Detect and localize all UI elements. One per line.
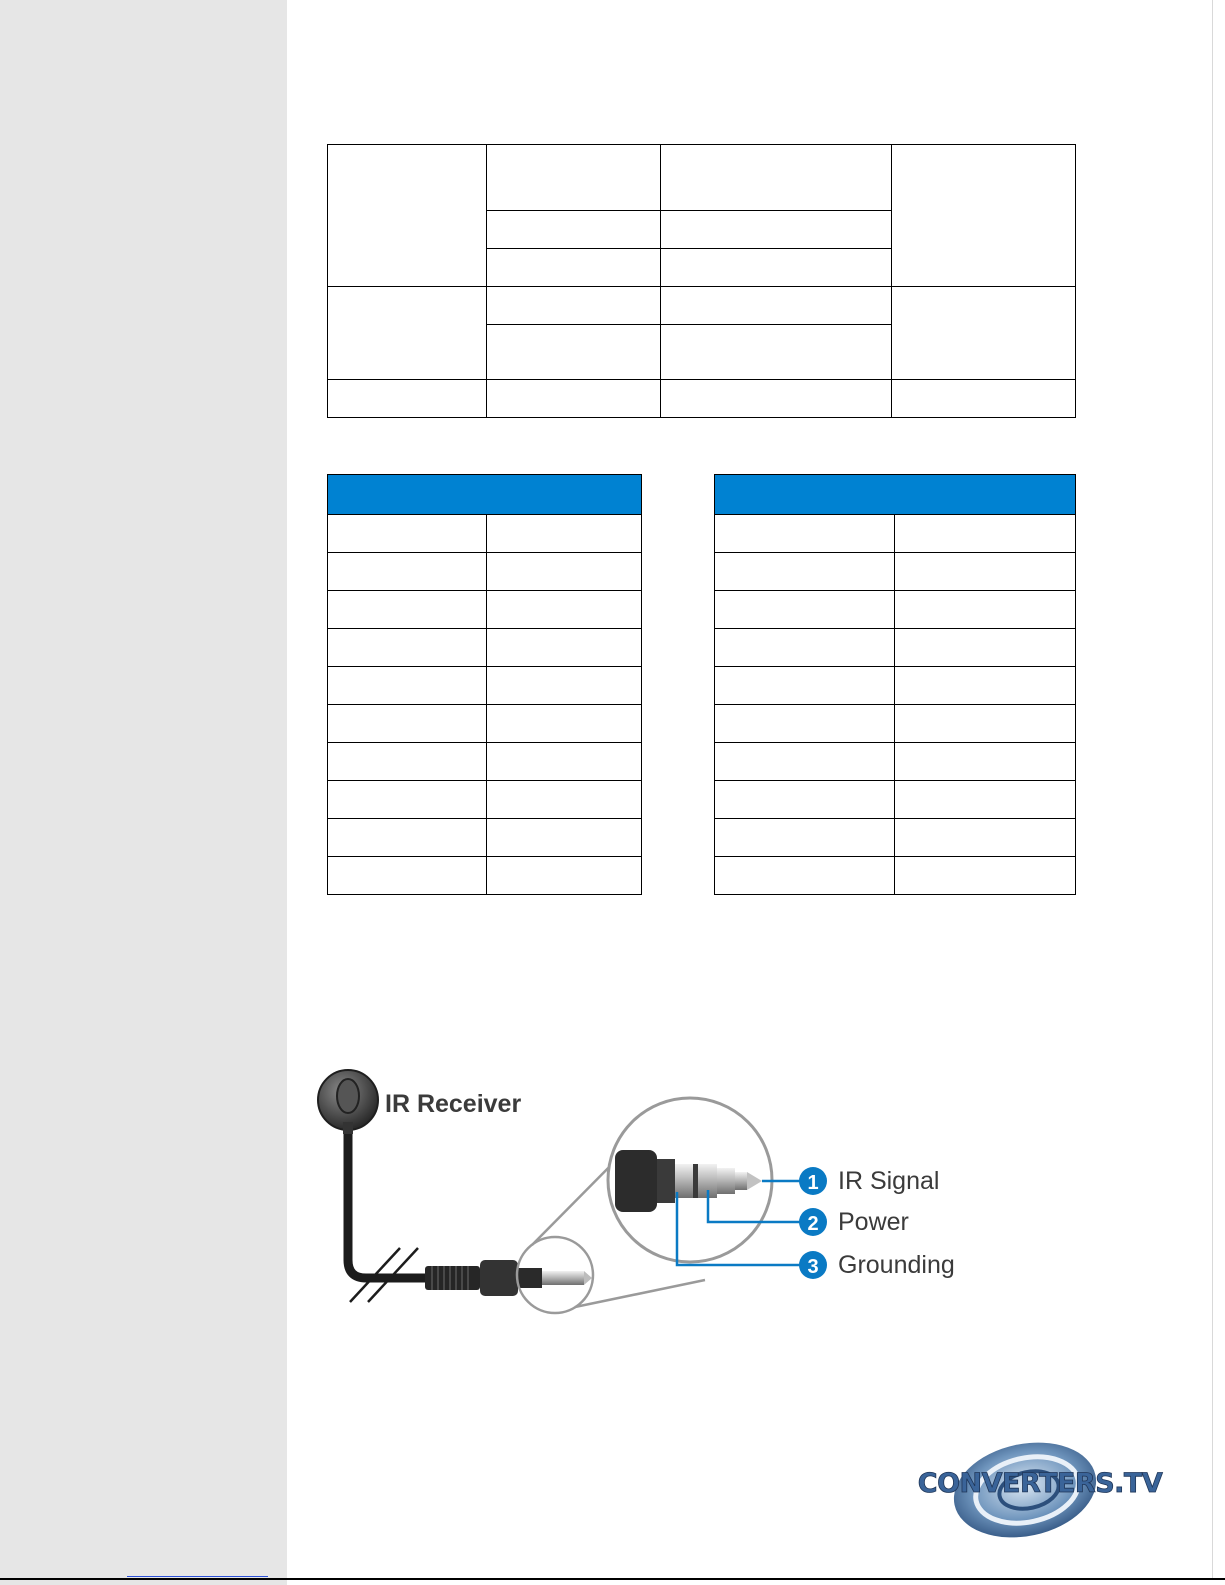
logo-text: CONVERTERS.TV bbox=[917, 1468, 1163, 1499]
list-cell bbox=[328, 781, 487, 819]
spec-cell bbox=[487, 287, 661, 325]
list-cell bbox=[895, 591, 1076, 629]
list-cell bbox=[715, 515, 895, 553]
left-list-header bbox=[328, 475, 642, 515]
list-cell bbox=[328, 743, 487, 781]
list-cell bbox=[895, 819, 1076, 857]
list-cell bbox=[328, 705, 487, 743]
pin-3-number: 3 bbox=[807, 1256, 819, 1278]
pin-2 bbox=[799, 1208, 909, 1236]
list-cell bbox=[715, 781, 895, 819]
list-cell bbox=[328, 591, 487, 629]
spec-cell bbox=[487, 380, 661, 418]
spec-cell bbox=[892, 145, 1076, 287]
list-cell bbox=[895, 705, 1076, 743]
spec-cell bbox=[661, 145, 892, 211]
list-cell bbox=[328, 857, 487, 895]
list-cell bbox=[487, 553, 642, 591]
converters-tv-logo bbox=[905, 1440, 1175, 1545]
diagram-title: IR Receiver bbox=[385, 1090, 522, 1118]
spec-cell bbox=[661, 325, 892, 380]
right-list-header bbox=[715, 475, 1076, 515]
pin-1 bbox=[799, 1167, 939, 1195]
spec-cell bbox=[487, 249, 661, 287]
left-list-table bbox=[327, 474, 642, 895]
page-sidebar bbox=[0, 0, 287, 1585]
list-cell bbox=[328, 667, 487, 705]
spec-cell bbox=[487, 211, 661, 249]
list-cell bbox=[715, 819, 895, 857]
list-cell bbox=[715, 553, 895, 591]
list-cell bbox=[895, 515, 1076, 553]
ir-receiver-diagram bbox=[310, 1060, 1010, 1350]
page-bottom-rule bbox=[0, 1578, 1225, 1580]
spec-cell bbox=[661, 249, 892, 287]
spec-cell bbox=[328, 287, 487, 380]
list-cell bbox=[328, 629, 487, 667]
list-cell bbox=[715, 705, 895, 743]
list-cell bbox=[487, 629, 642, 667]
pin-2-number: 2 bbox=[807, 1213, 819, 1235]
pin-3-label: Grounding bbox=[838, 1251, 955, 1279]
list-cell bbox=[328, 553, 487, 591]
spec-cell bbox=[661, 380, 892, 418]
list-cell bbox=[487, 591, 642, 629]
pin-3 bbox=[799, 1251, 955, 1279]
list-cell bbox=[328, 515, 487, 553]
spec-cell bbox=[892, 287, 1076, 380]
spec-cell bbox=[661, 211, 892, 249]
spec-cell bbox=[661, 287, 892, 325]
ir-receiver-eye-icon bbox=[318, 1070, 378, 1134]
list-cell bbox=[487, 667, 642, 705]
audio-plug-icon bbox=[425, 1260, 592, 1296]
spec-cell bbox=[328, 145, 487, 287]
list-cell bbox=[715, 667, 895, 705]
list-cell bbox=[487, 743, 642, 781]
list-cell bbox=[487, 705, 642, 743]
list-cell bbox=[715, 591, 895, 629]
list-cell bbox=[715, 629, 895, 667]
list-cell bbox=[715, 743, 895, 781]
list-cell bbox=[487, 857, 642, 895]
page-right-rule bbox=[1212, 0, 1213, 1580]
spec-cell bbox=[487, 325, 661, 380]
list-cell bbox=[487, 819, 642, 857]
pin-1-label: IR Signal bbox=[838, 1167, 940, 1195]
pin-2-label: Power bbox=[838, 1208, 909, 1236]
pin-1-number: 1 bbox=[807, 1172, 819, 1194]
spec-cell bbox=[328, 380, 487, 418]
list-cell bbox=[715, 857, 895, 895]
list-cell bbox=[895, 857, 1076, 895]
spec-cell bbox=[487, 145, 661, 211]
list-cell bbox=[895, 781, 1076, 819]
list-cell bbox=[895, 553, 1076, 591]
right-list-table bbox=[714, 474, 1076, 895]
list-cell bbox=[895, 629, 1076, 667]
list-cell bbox=[328, 819, 487, 857]
list-cell bbox=[487, 515, 642, 553]
list-cell bbox=[895, 743, 1076, 781]
list-cell bbox=[895, 667, 1076, 705]
footer-link-underline bbox=[127, 1576, 268, 1577]
spec-cell bbox=[892, 380, 1076, 418]
spec-table bbox=[327, 144, 1076, 418]
list-cell bbox=[487, 781, 642, 819]
